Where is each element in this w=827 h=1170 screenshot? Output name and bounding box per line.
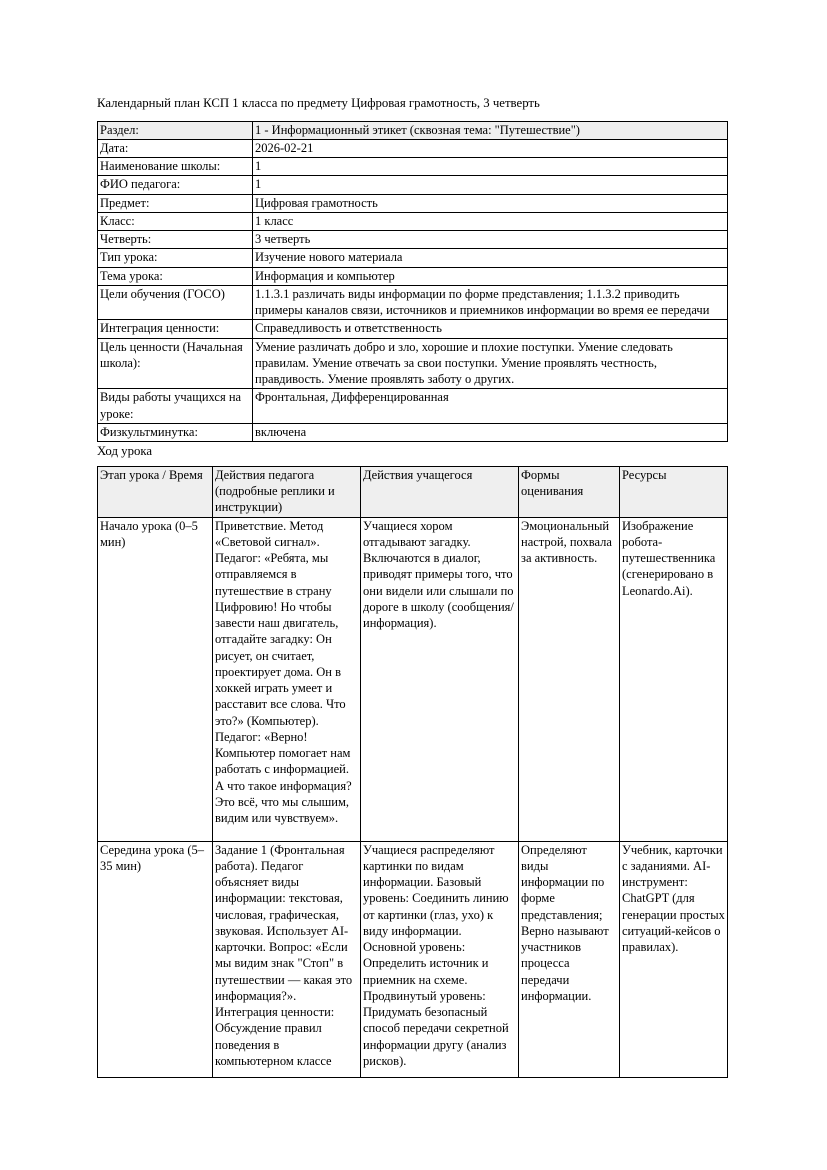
- info-label: Наименование школы:: [98, 158, 253, 176]
- page-title: Календарный план КСП 1 класса по предмету Цифровая грамотность, 3 четверть: [97, 96, 540, 110]
- info-label: Физкультминутка:: [98, 423, 253, 441]
- table-header-row: [98, 466, 728, 517]
- table-row: [98, 389, 728, 424]
- lesson-flow-table: [97, 466, 728, 1078]
- info-label: Виды работы учащихся на уроке:: [98, 389, 253, 424]
- stage-cell: Середина урока (5–35 мин): [98, 841, 213, 1077]
- resources-cell: Учебник, карточки с заданиями. AI-инструмент: ChatGPT (для генерации простых ситуаций-кейсов о правилах).: [620, 841, 728, 1077]
- stage-cell: Начало урока (0–5 мин): [98, 517, 213, 841]
- table-row: [98, 231, 728, 249]
- student-actions-cell: Учащиеся хором отгадывают загадку. Включаются в диалог, приводят примеры того, что они видели или слышали по дороге в школу (сообщения/информация).: [361, 517, 519, 841]
- section-heading: Ход урока: [97, 444, 153, 459]
- resources-cell: Изображение робота-путешественника (сгенерировано в Leonardo.Ai).: [620, 517, 728, 841]
- info-value: Информация и компьютер: [253, 267, 728, 285]
- table-row: [98, 423, 728, 441]
- info-label: ФИО педагога:: [98, 176, 253, 194]
- table-row: [98, 320, 728, 338]
- teacher-actions-cell: Приветствие. Метод «Световой сигнал». Педагог: «Ребята, мы отправляемся в путешествие в страну Цифровию! Но чтобы завести наш двигатель, отгадайте загадку: Он рисует, он считает, проектирует дома. Он в хоккей играть умеет и расставит все слова. Что это?» (Компьютер). Педагог: «Верно! Компьютер помогает нам работать с информацией. А что такое информация? Это всё, что мы слышим, видим или чувствуем».: [213, 517, 361, 841]
- table-row: [98, 139, 728, 157]
- info-label: Класс:: [98, 212, 253, 230]
- column-header-student-actions: Действия учащегося: [361, 466, 519, 517]
- info-value: Фронтальная, Дифференцированная: [253, 389, 728, 424]
- column-header-teacher-actions: Действия педагога (подробные реплики и инструкции): [213, 466, 361, 517]
- table-row: [98, 285, 728, 320]
- table-row: [98, 212, 728, 230]
- info-label: Интеграция ценности:: [98, 320, 253, 338]
- table-row: [98, 841, 728, 1077]
- info-value: 1: [253, 176, 728, 194]
- student-actions-cell: Учащиеся распределяют картинки по видам информации. Базовый уровень: Соединить линию от картинки (глаз, ухо) к виду информации. Основной уровень: Определить источник и приемник на схеме. Продвинутый уровень: Придумать безопасный способ передачи секретной информации другу (анализ рисков).: [361, 841, 519, 1077]
- table-row: [98, 249, 728, 267]
- info-value: включена: [253, 423, 728, 441]
- assessment-cell: Определяют виды информации по форме представления; Верно называют участников процесса передачи информации.: [519, 841, 620, 1077]
- table-row: [98, 194, 728, 212]
- info-value: Цифровая грамотность: [253, 194, 728, 212]
- info-value: 3 четверть: [253, 231, 728, 249]
- info-value: 2026-02-21: [253, 139, 728, 157]
- table-row: [98, 121, 728, 139]
- teacher-actions-cell: Задание 1 (Фронтальная работа). Педагог объясняет виды информации: текстовая, числовая, графическая, звуковая. Использует AI-карточки. Вопрос: «Если мы видим знак "Стоп" в путешествии — какая это информация?». Интеграция ценности: Обсуждение правил поведения в компьютерном классе: [213, 841, 361, 1077]
- assessment-cell: Эмоциональный настрой, похвала за активность.: [519, 517, 620, 841]
- info-value: Умение различать добро и зло, хорошие и плохие поступки. Умение следовать правилам. Умение отвечать за свои поступки. Умение проявлять честность, правдивость. Умение проявлять заботу о других.: [253, 338, 728, 389]
- info-value: 1.1.3.1 различать виды информации по форме представления; 1.1.3.2 приводить примеры каналов связи, источников и приемников информации во время ее передачи: [253, 285, 728, 320]
- table-row: [98, 158, 728, 176]
- info-value: 1: [253, 158, 728, 176]
- info-label: Цели обучения (ГОСО): [98, 285, 253, 320]
- table-row: [98, 338, 728, 389]
- table-row: [98, 176, 728, 194]
- column-header-stage: Этап урока / Время: [98, 466, 213, 517]
- info-label: Четверть:: [98, 231, 253, 249]
- info-label: Дата:: [98, 139, 253, 157]
- info-label: Тип урока:: [98, 249, 253, 267]
- table-row: [98, 267, 728, 285]
- column-header-assessment: Формы оценивания: [519, 466, 620, 517]
- info-label: Цель ценности (Начальная школа):: [98, 338, 253, 389]
- info-value: Справедливость и ответственность: [253, 320, 728, 338]
- info-label: Предмет:: [98, 194, 253, 212]
- info-label: Раздел:: [98, 121, 253, 139]
- table-row: [98, 517, 728, 841]
- lesson-info-table: [97, 121, 728, 443]
- info-value: 1 - Информационный этикет (сквозная тема: "Путешествие"): [253, 121, 728, 139]
- info-label: Тема урока:: [98, 267, 253, 285]
- info-value: Изучение нового материала: [253, 249, 728, 267]
- info-value: 1 класс: [253, 212, 728, 230]
- column-header-resources: Ресурсы: [620, 466, 728, 517]
